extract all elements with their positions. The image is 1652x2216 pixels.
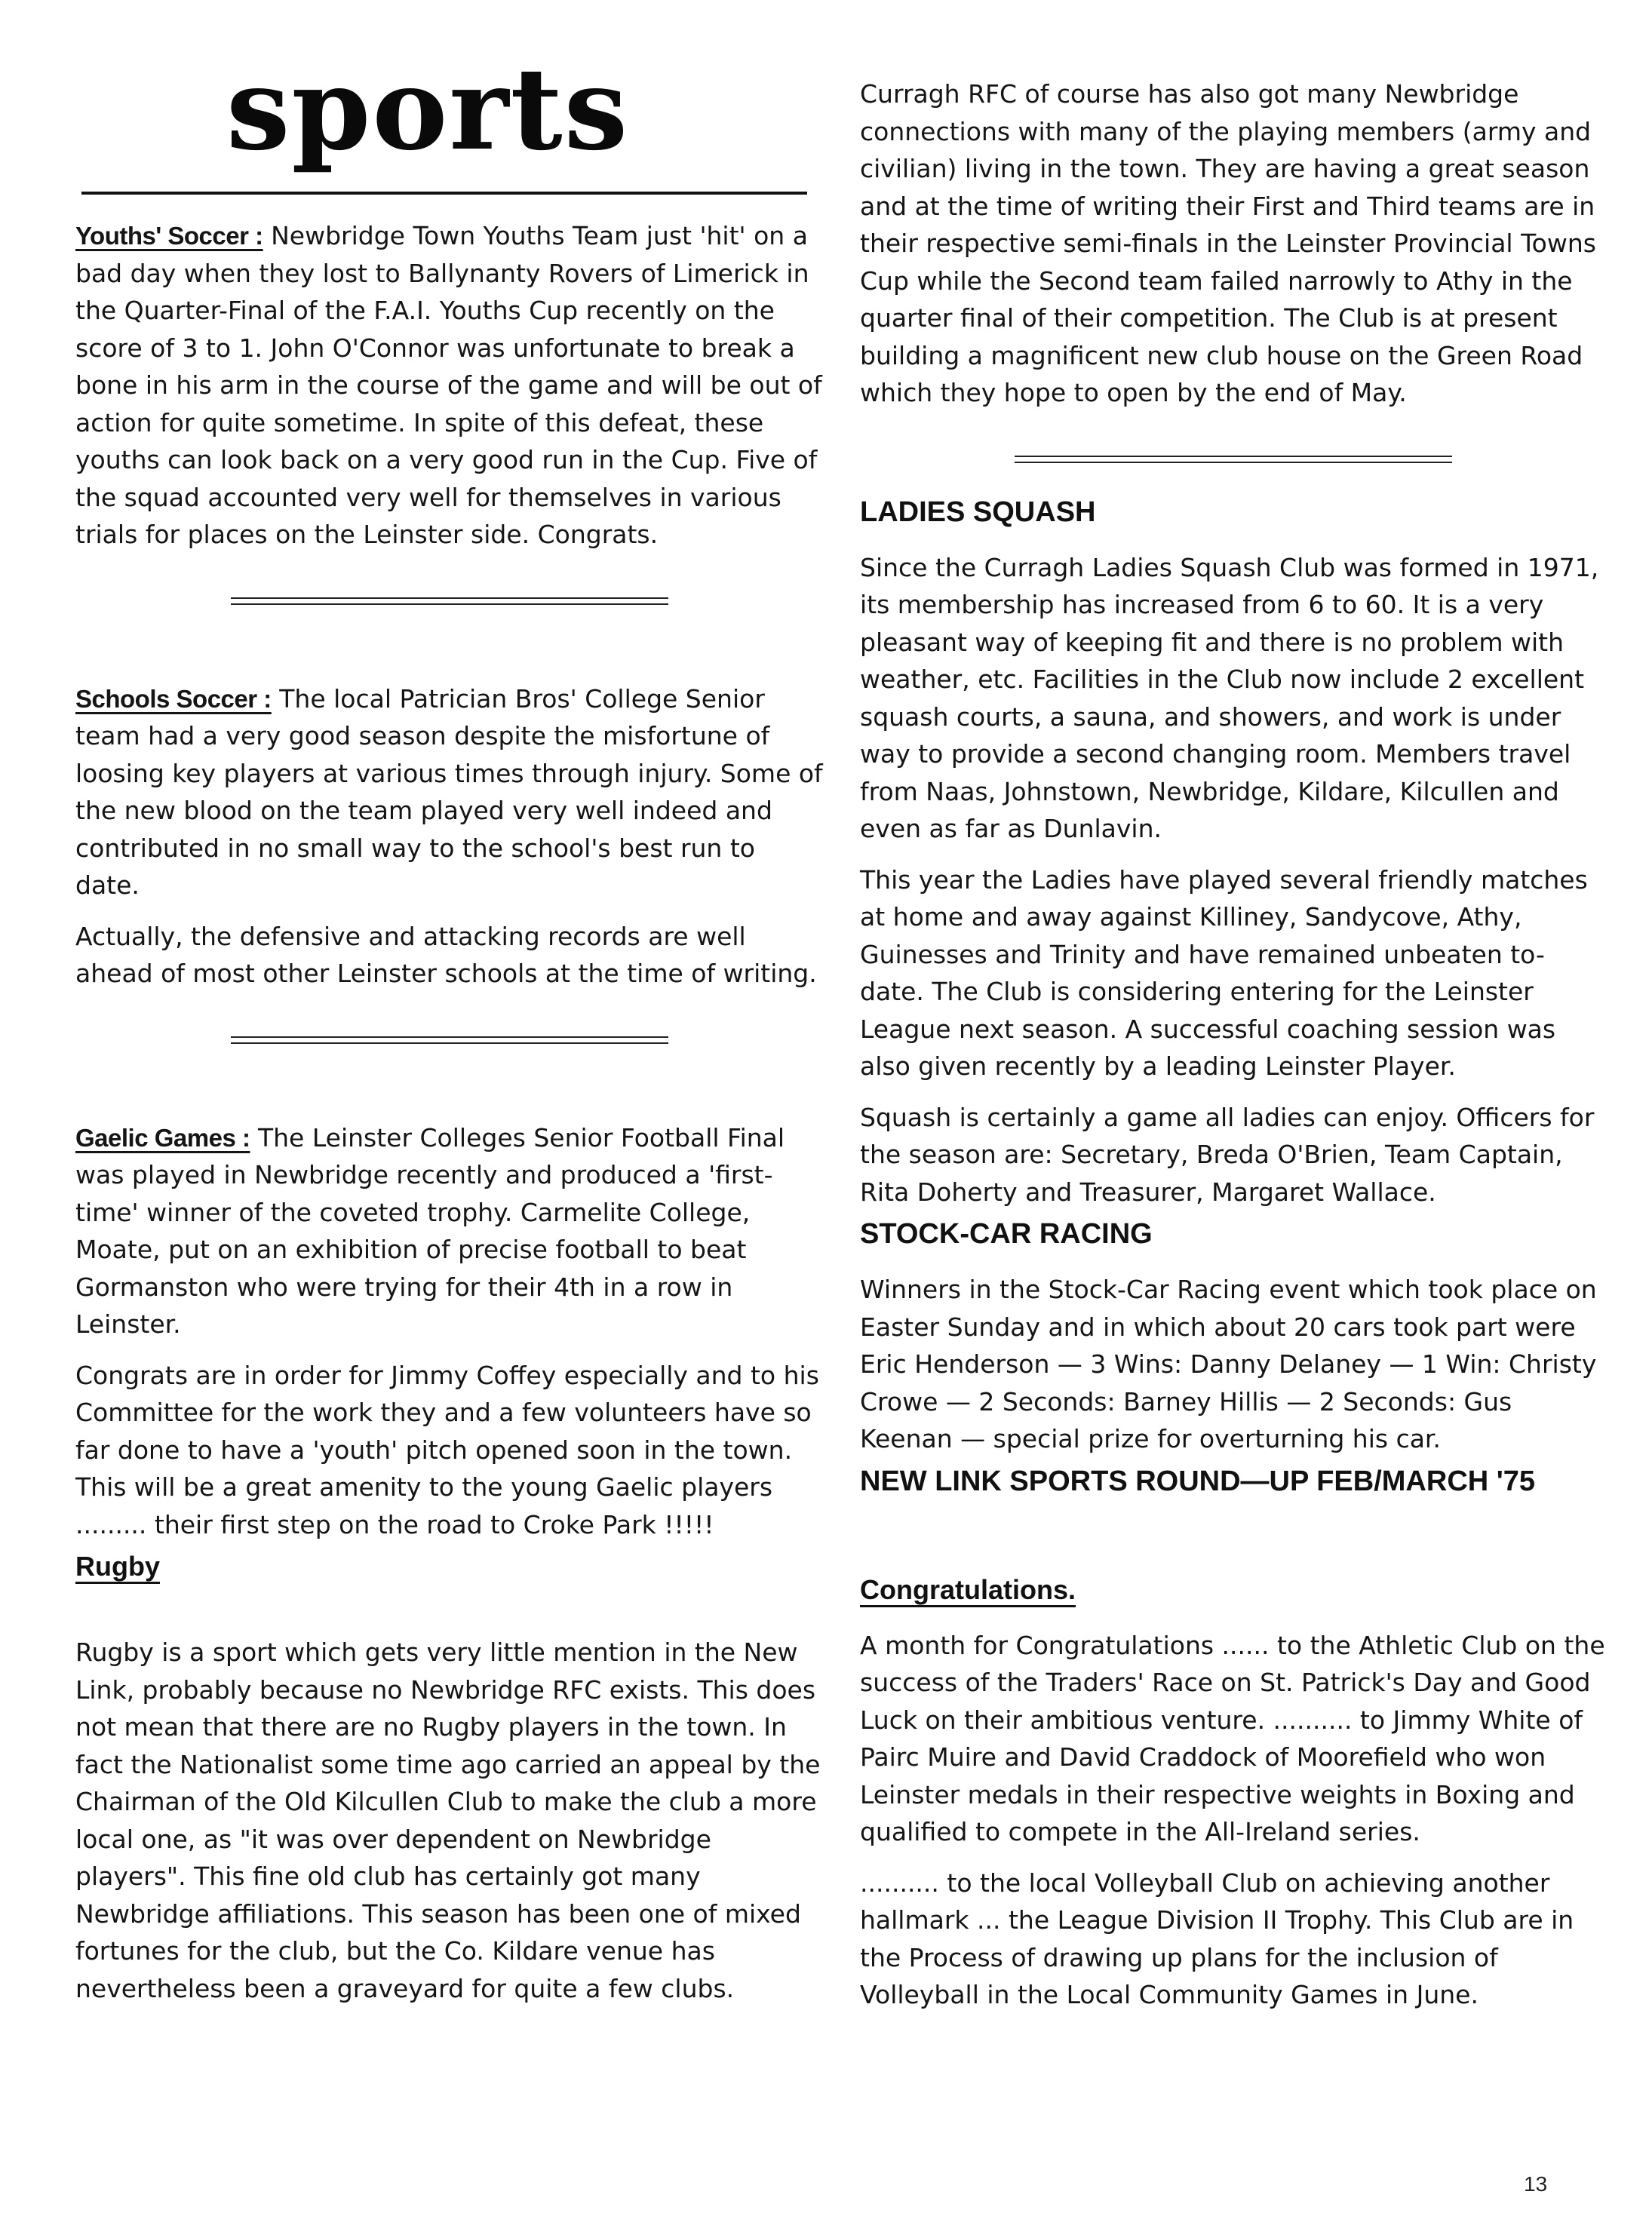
curragh-rfc-section — [860, 75, 1607, 412]
ladies-squash-heading: LADIES SQUASH — [860, 496, 1096, 528]
youths-soccer-section — [75, 217, 824, 554]
gaelic-games-section — [75, 1119, 824, 1544]
masthead-title: sports — [226, 43, 630, 176]
schools-soccer-paragraph-2: Actually, the defensive and attacking records are well ahead of most other Leinster schools at the time of writing. — [75, 921, 817, 988]
rugby-section — [75, 1548, 824, 2007]
congratulations-paragraph: A month for Congratulations ...... to the Athletic Club on the success of the Traders' Race on St. Patrick's Day and Good Luck on their ambitious venture. .......... to Jimmy White of Pairc Muire and David Craddock of Moorefield who won Leinster medals in their respective weights in Boxing and qualified to compete in the All-Ireland series. — [860, 1630, 1605, 1846]
ladies-squash-paragraph: Since the Curragh Ladies Squash Club was formed in 1971, its membership has increased from 6 to 60. It is a very pleasant way of keeping fit and there is no problem with weather, etc. Facilities in the Club now include 2 excellent squash courts, a sauna, and showers, and work is under way to provide a second changing room. Members travel from Naas, Johnstown, Newbridge, Kildare, Kilcullen and even as far as Dunlavin. — [860, 552, 1599, 843]
gaelic-games-lead: Gaelic Games : — [75, 1123, 250, 1152]
stock-car-section — [860, 1215, 1607, 1458]
masthead-rule — [81, 192, 807, 195]
rugby-paragraph: Rugby is a sport which gets very little mention in the New Link, probably because no Newbridge RFC exists. This does not mean that there are no Rugby players in the town. In fact the Nationalist some time ago carried an appeal by the Chairman of the Old Kilcullen Club to make the club a more local one, as "it was over dependent on Newbridge players". This fine old club has certainly got many Newbridge affiliations. This season has been one of mixed fortunes for the club, but the Co. Kildare venue has nevertheless been a graveyard for quite a few clubs. — [75, 1637, 821, 2003]
schools-soccer-section — [75, 680, 824, 993]
ladies-squash-paragraph-2: This year the Ladies have played several friendly matches at home and away against Killiney, Sandycove, Athy, Guinesses and Trinity and have remained unbeaten to-date. The Club is considering entering for the Leinster League next season. A successful coaching session was also given recently by a leading Leinster Player. — [860, 864, 1588, 1081]
section-divider — [231, 597, 668, 605]
rugby-heading: Rugby — [75, 1551, 160, 1582]
left-column — [75, 217, 824, 2021]
schools-soccer-text: The local Patrician Bros' College Senior team had a very good season despite the misfortune of loosing key players at various times through injury. Some of the new blood on the team played very well indeed and contributed in no small way to the school's best run to date. — [75, 683, 823, 900]
gaelic-games-paragraph — [75, 1119, 824, 1343]
stock-car-heading: STOCK-CAR RACING — [860, 1218, 1153, 1250]
youths-soccer-paragraph — [75, 217, 824, 554]
congratulations-section — [860, 1571, 1607, 2014]
schools-soccer-lead: Schools Soccer : — [75, 684, 272, 713]
ladies-squash-section — [860, 493, 1607, 1211]
gaelic-games-text: The Leinster Colleges Senior Football Final was played in Newbridge recently and produced a 'first-time' winner of the coveted trophy. Carmelite College, Moate, put on an exhibition of precise football to beat Gormanston who were trying for their 4th in a row in Leinster. — [75, 1122, 785, 1339]
round-up-section — [860, 1462, 1607, 1500]
curragh-rfc-paragraph: Curragh RFC of course has also got many Newbridge connections with many of the playing members (army and civilian) living in the town. They are having a great season and at the time of writing their First and Third teams are in their respective semi-finals in the Leinster Provincial Towns Cup while the Second team failed narrowly to Athy in the quarter final of their competition. The Club is at present building a magnificent new club house on the Green Road which they hope to open by the end of May. — [860, 79, 1596, 407]
section-divider — [1015, 456, 1452, 463]
ladies-squash-paragraph-3: Squash is certainly a game all ladies can enjoy. Officers for the season are: Secretary, Breda O'Brien, Team Captain, Rita Doherty and Treasurer, Margaret Wallace. — [860, 1102, 1595, 1207]
right-column — [860, 75, 1607, 2027]
section-divider — [231, 1036, 668, 1044]
schools-soccer-paragraph — [75, 680, 824, 904]
stock-car-paragraph: Winners in the Stock-Car Racing event which took place on Easter Sunday and in which about 20 cars took part were Eric Henderson — 3 Wins: Danny Delaney — 1 Win: Christy Crowe — 2 Seconds: Barney Hillis — 2 Seconds: Gus Keenan — special prize for overturning his car. — [860, 1275, 1597, 1453]
youths-soccer-lead: Youths' Soccer : — [75, 222, 263, 250]
gaelic-games-paragraph-2: Congrats are in order for Jimmy Coffey especially and to his Committee for the work they and a few volunteers have so far done to have a 'youth' pitch opened soon in the town. This will be a great amenity to the young Gaelic players ......... their first step on the road to Croke Park !!!!! — [75, 1360, 819, 1539]
congratulations-paragraph-2: .......... to the local Volleyball Club on achieving another hallmark ... the League Division II Trophy. This Club are in the Process of drawing up plans for the inclusion of Volleyball in the Local Community Games in June. — [860, 1868, 1574, 2009]
congratulations-heading: Congratulations. — [860, 1573, 1076, 1605]
page-number: 13 — [1524, 2172, 1548, 2196]
round-up-heading: NEW LINK SPORTS ROUND—UP FEB/MARCH '75 — [860, 1465, 1536, 1497]
youths-soccer-text: Newbridge Town Youths Team just 'hit' on a bad day when they lost to Ballynanty Rovers of Limerick in the Quarter-Final of the F.A.I. Youths Cup recently on the score of 3 to 1. John O'Connor was unfortunate to break a bone in his arm in the course of the game and will be out of action for quite sometime. In spite of this defeat, these youths can look back on a very good run in the Cup. Five of the squad accounted very well for themselves in various trials for places on the Leinster side. Congrats. — [75, 221, 822, 549]
